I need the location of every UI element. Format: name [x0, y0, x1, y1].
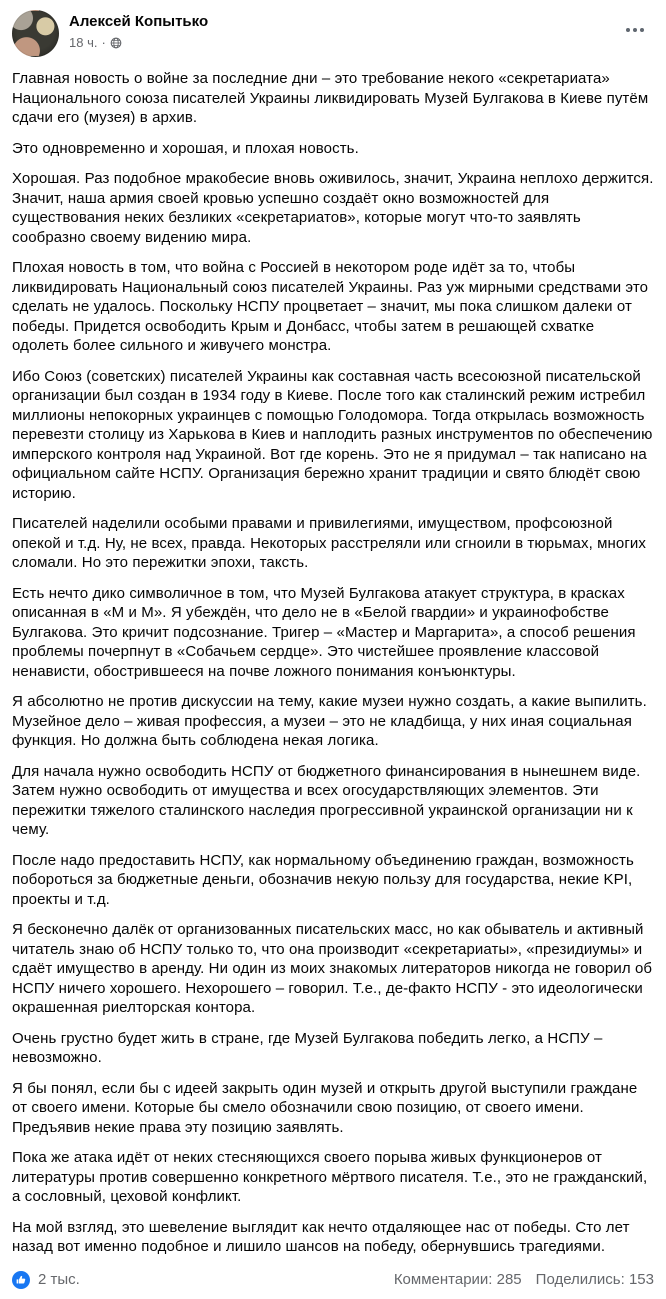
post-paragraph: На мой взгляд, это шевеление выглядит как нечто отдаляющее нас от победы. Сто лет назад вот именно подобное и лишило шансов на победу, обернувшись трагедиями.	[12, 1218, 630, 1255]
post-paragraph: Для начала нужно освободить НСПУ от бюджетного финансирования в нынешнем виде. Затем нужно освободить от имущества и всех огосударствляющих элементов. Эти пережитки тяжелого сталинского наследия прогрессивной украинской организации ни к чему.	[12, 762, 641, 838]
meta-separator: ·	[101, 35, 106, 50]
post-paragraph: Я абсолютно не против дискуссии на тему, какие музеи нужно создать, а какие выпилить. Музейное дело – живая профессия, а музеи – это не кладбища, у них иная социальная функция. Но должна быть соблюдена некая логика.	[12, 693, 647, 749]
post-paragraph: Я бы понял, если бы с идеей закрыть один музей и открыть другой выступили граждане от своего имени. Которые бы смело обозначили свою позицию, от своего имени. Предъявив некие права эту позицию заявлять.	[12, 1079, 638, 1136]
post-body	[12, 69, 654, 1257]
author-name[interactable]: Алексей Копытько	[69, 13, 209, 30]
more-options-button[interactable]	[622, 22, 648, 38]
post-footer	[12, 1265, 654, 1293]
post-paragraph: Хорошая. Раз подобное мракобесие вновь оживилось, значит, Украина неплохо держится. Значит, наша армия своей кровью успешно создаёт окно возможностей для существования неких безликих «секретариатов», которые могут что-то заявлять сообразно своему видению мира.	[12, 170, 654, 246]
reactions-count[interactable]: 2 тыс.	[38, 1271, 80, 1288]
avatar[interactable]	[12, 10, 59, 57]
post-paragraph: Главная новость о войне за последние дни – это требование некого «секретариата» Национального союза писателей Украины ликвидировать Музей Булгакова в Киеве путём сдачи его (музея) в архив.	[12, 70, 649, 126]
post-paragraph: Это одновременно и хорошая, и плохая новость.	[12, 139, 359, 157]
comments-count[interactable]: Комментарии: 285	[393, 1271, 522, 1288]
post-paragraph: Очень грустно будет жить в стране, где Музей Булгакова победить легко, а НСПУ – невозможно.	[12, 1029, 603, 1066]
reactions-summary[interactable]	[12, 1271, 80, 1289]
post-counts	[394, 1271, 654, 1288]
post-paragraph: Есть нечто дико символичное в том, что Музей Булгакова атакует структура, в красках описанная в «М и М». Я убеждён, что дело не в «Белой гвардии» и украинофобстве Булгакова. Это кричит подсознание. Тригер – «Мастер и Маргарита», а способ решения проблемы почерпнут в «Собачьем сердце». Это чистейшее проявление классовой ненависти, обострившееся на почве ложного понимания конъюнктуры.	[12, 584, 636, 680]
post-paragraph: Плохая новость в том, что война с Россией в некотором роде идёт за то, чтобы ликвидировать Национальный союз писателей Украины. Раз уж мирными средствами это сделать не удалось. Поскольку НСПУ процветает – значит, мы пока слишком далеки от победы. Придется освободить Крым и Донбасс, чтобы затем в решающей схватке одолеть более сильного и живучего монстра.	[12, 259, 649, 354]
post-paragraph: Пока же атака идёт от неких стесняющихся своего порыва живых функционеров от литературы против совершенно конкретного мёртвого писателя. Т.е., это не гражданский, а сословный, цеховой конфликт.	[12, 1149, 648, 1205]
like-icon	[12, 1271, 30, 1289]
header-texts	[69, 10, 208, 51]
post-paragraph: Я бесконечно далёк от организованных писательских масс, но как обыватель и активный читатель знаю об НСПУ только то, что она производит «секретариаты», «президиумы» и сдаёт имущество в аренду. Ни один из моих знакомых литераторов никогда не говорил об НСПУ ничего хорошего. Нехорошего – говорил. Т.е., де-факто НСПУ - это идеологически окрашенная риелторская контора.	[12, 921, 653, 1016]
post-paragraph: Писателей наделили особыми правами и привилегиями, имуществом, профсоюзной опекой и т.д. Ну, не всех, правда. Некоторых расстреляли или сгноили в тюрьмах, многих сломали. Но это пережитки эпохи, таксть.	[12, 515, 646, 571]
post-paragraph: После надо предоставить НСПУ, как нормальному объединению граждан, возможность побороться за бюджетные деньги, обозначив некую пользу для государства, некие KPI, проекты и т.д.	[12, 851, 634, 908]
more-options-icon	[626, 28, 644, 32]
post-meta	[69, 34, 208, 51]
post-paragraph: Ибо Союз (советских) писателей Украины как составная часть всесоюзной писательской организации был создан в 1934 году в Киеве. После того как сталинский режим истребил миллионы непокорных украинцев с помощью Голодомора. Тогда открылась возможность перевезти столицу из Харькова в Киев и наплодить разных инструментов по обеспечению имперского контроля над Украиной. Вот где корень. Это не я придумал – так написано на официальном сайте НСПУ. Организация бережно хранит традиции и свято блюдёт свою историю.	[12, 367, 653, 502]
globe-icon	[110, 37, 122, 49]
shares-count[interactable]: Поделились: 153	[535, 1271, 654, 1288]
post-header	[12, 10, 654, 57]
timestamp[interactable]: 18 ч.	[69, 35, 98, 50]
